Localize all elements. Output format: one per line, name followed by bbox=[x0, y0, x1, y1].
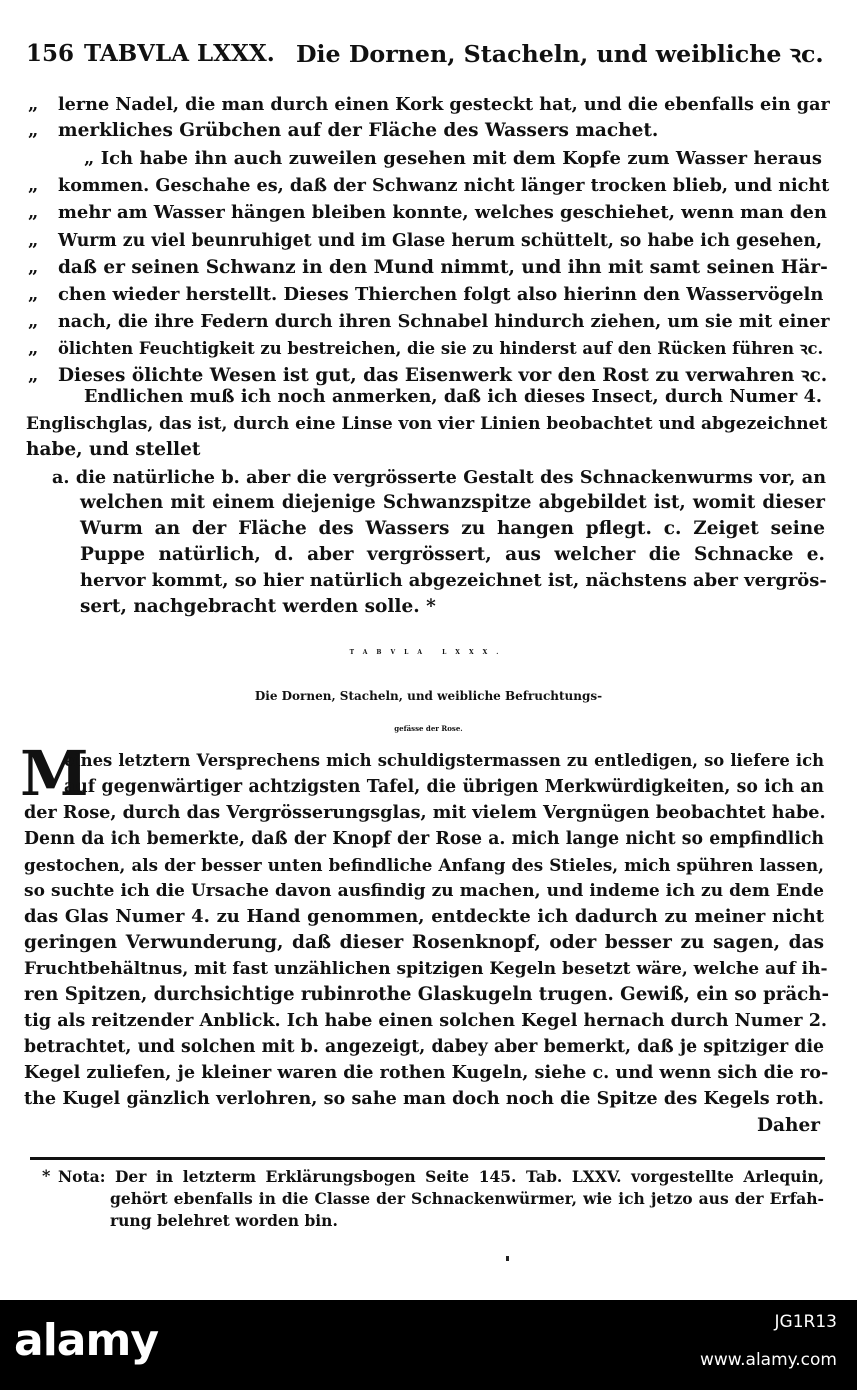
section-plate-title: TABVLA LXXX. bbox=[349, 649, 508, 656]
text-line: „ daß er seinen Schwanz in den Mund nimmt, und ihn mit samt seinen Här- bbox=[0, 255, 857, 281]
drop-cap: M bbox=[20, 737, 89, 810]
section-title-line1: Die Dornen, Stacheln, und weibliche Befruchtungs- bbox=[254, 689, 603, 703]
text-line: Endlichen muß ich noch anmerken, daß ich dieses Insect, durch Numer 4. bbox=[84, 386, 822, 407]
quote-mark: „ bbox=[28, 365, 39, 386]
quote-mark: „ bbox=[28, 94, 39, 115]
text-line: habe, und stellet bbox=[26, 439, 201, 460]
footnote-rule bbox=[30, 1157, 825, 1160]
watermark-logo: alamy bbox=[14, 1315, 158, 1366]
text-line: „ Wurm zu viel beunruhiget und im Glase herum schüttelt, so habe ich gesehen, bbox=[0, 228, 857, 254]
footnote-marker: * bbox=[42, 1166, 51, 1185]
text-line: Fruchtbehältnus, mit fast unzählichen spitzigen Kegeln besetzt wäre, welche auf ih- bbox=[24, 959, 828, 979]
ink-speck bbox=[506, 1256, 509, 1261]
quote-mark: „ bbox=[28, 175, 39, 196]
text-line: „ Ich habe ihn auch zuweilen gesehen mit dem Kopfe zum Wasser heraus bbox=[84, 148, 822, 169]
image-id: JG1R13 bbox=[774, 1312, 837, 1332]
text-line: ren Spitzen, durchsichtige rubinrothe Glaskugeln trugen. Gewiß, ein so präch- bbox=[24, 984, 829, 1005]
text-line: „ kommen. Geschahe es, daß der Schwanz nicht länger trocken blieb, und nicht bbox=[0, 173, 857, 199]
text-line: auf gegenwärtiger achtzigsten Tafel, die übrigen Merkwürdigkeiten, so ich an bbox=[64, 777, 824, 797]
text-line: Kegel zuliefen, je kleiner waren die rothen Kugeln, siehe c. und wenn sich die ro- bbox=[24, 1062, 829, 1083]
text-line: „ nach, die ihre Federn durch ihren Schnabel hindurch ziehen, um sie mit einer bbox=[0, 309, 857, 335]
text-line: sert, nachgebracht werden solle. * bbox=[80, 596, 436, 617]
plate-label: TABVLA LXXX. bbox=[84, 40, 275, 67]
text-line: geringen Verwunderung, daß dieser Rosenknopf, oder besser zu sagen, das bbox=[24, 932, 824, 953]
text-line: Puppe natürlich, d. aber vergrössert, aus welcher die Schnacke e. bbox=[80, 544, 825, 565]
quote-mark: „ bbox=[28, 311, 39, 332]
text-line: das Glas Numer 4. zu Hand genommen, entdeckte ich dadurch zu meiner nicht bbox=[24, 906, 824, 927]
quote-mark: „ bbox=[28, 257, 39, 278]
running-header bbox=[0, 38, 857, 70]
text-line: „ chen wieder herstellt. Dieses Thierchen folgt also hierinn den Wasservögeln bbox=[0, 282, 857, 308]
text-line: tig als reitzender Anblick. Ich habe einen solchen Kegel hernach durch Numer 2. bbox=[24, 1010, 828, 1031]
quote-mark: „ bbox=[28, 338, 39, 359]
section-title-line2: gefässe der Rose. bbox=[394, 724, 463, 733]
footnote-line: gehört ebenfalls in die Classe der Schnackenwürmer, wie ich jetzo aus der Erfah- bbox=[110, 1189, 824, 1208]
footnote-line: Nota: Der in letzterm Erklärungsbogen Seite 145. Tab. LXXV. vorgestellte Arlequin, bbox=[58, 1167, 824, 1186]
text-line: „ mehr am Wasser hängen bleiben konnte, welches geschiehet, wenn man den bbox=[0, 200, 857, 226]
text-line: der Rose, durch das Vergrösserungsglas, mit vielem Vergnügen beobachtet habe. bbox=[24, 802, 826, 823]
text-line: Wurm an der Fläche des Wassers zu hangen pflegt. c. Zeiget seine bbox=[80, 518, 825, 539]
text-line: the Kugel gänzlich verlohren, so sahe man doch noch die Spitze des Kegels roth. bbox=[24, 1088, 824, 1109]
quote-mark: „ bbox=[28, 120, 39, 141]
footnote-line: rung belehret worden bin. bbox=[110, 1211, 338, 1230]
text-line: so suchte ich die Ursache davon ausfindig zu machen, und indeme ich zu dem Ende bbox=[24, 881, 824, 901]
catchword-line bbox=[0, 1113, 857, 1139]
text-line: a. die natürliche b. aber die vergrösserte Gestalt des Schnackenwurms vor, an bbox=[52, 467, 826, 488]
text-line: eines letztern Versprechens mich schuldigstermassen zu entledigen, so liefere ich bbox=[64, 751, 824, 770]
quote-mark: „ bbox=[28, 284, 39, 305]
text-line: „ lerne Nadel, die man durch einen Kork gesteckt hat, und die ebenfalls ein gar bbox=[0, 92, 857, 118]
text-line: betrachtet, und solchen mit b. angezeigt, dabey aber bemerkt, daß je spitziger die bbox=[24, 1037, 824, 1057]
quote-mark: „ bbox=[28, 230, 39, 251]
text-line: hervor kommt, so hier natürlich abgezeichnet ist, nächstens aber vergrös- bbox=[80, 570, 827, 591]
text-line: gestochen, als der besser unten befindliche Anfang des Stieles, mich spühren lassen, bbox=[24, 855, 824, 875]
text-line: welchen mit einem diejenige Schwanzspitze abgebildet ist, womit dieser bbox=[80, 492, 825, 513]
running-title: Die Dornen, Stacheln, und weibliche ꝛc. bbox=[296, 40, 824, 68]
catchword: Daher bbox=[757, 1115, 820, 1136]
page-number: 156 bbox=[26, 40, 75, 67]
text-line: „ merkliches Grübchen auf der Fläche des Wassers machet. bbox=[0, 118, 857, 144]
text-line: Denn da ich bemerkte, daß der Knopf der Rose a. mich lange nicht so empfindlich bbox=[24, 829, 824, 849]
text-line: Englischglas, das ist, durch eine Linse von vier Linien beobachtet und abgezeichnet bbox=[26, 414, 828, 434]
text-line: „ ölichten Feuchtigkeit zu bestreichen, die sie zu hinderst auf den Rücken führen ꝛc. bbox=[0, 336, 857, 362]
text-line: „ Dieses ölichte Wesen ist gut, das Eisenwerk vor den Rost zu verwahren ꝛc. bbox=[0, 363, 857, 389]
watermark-site: www.alamy.com bbox=[699, 1350, 837, 1370]
quote-mark: „ bbox=[28, 202, 39, 223]
